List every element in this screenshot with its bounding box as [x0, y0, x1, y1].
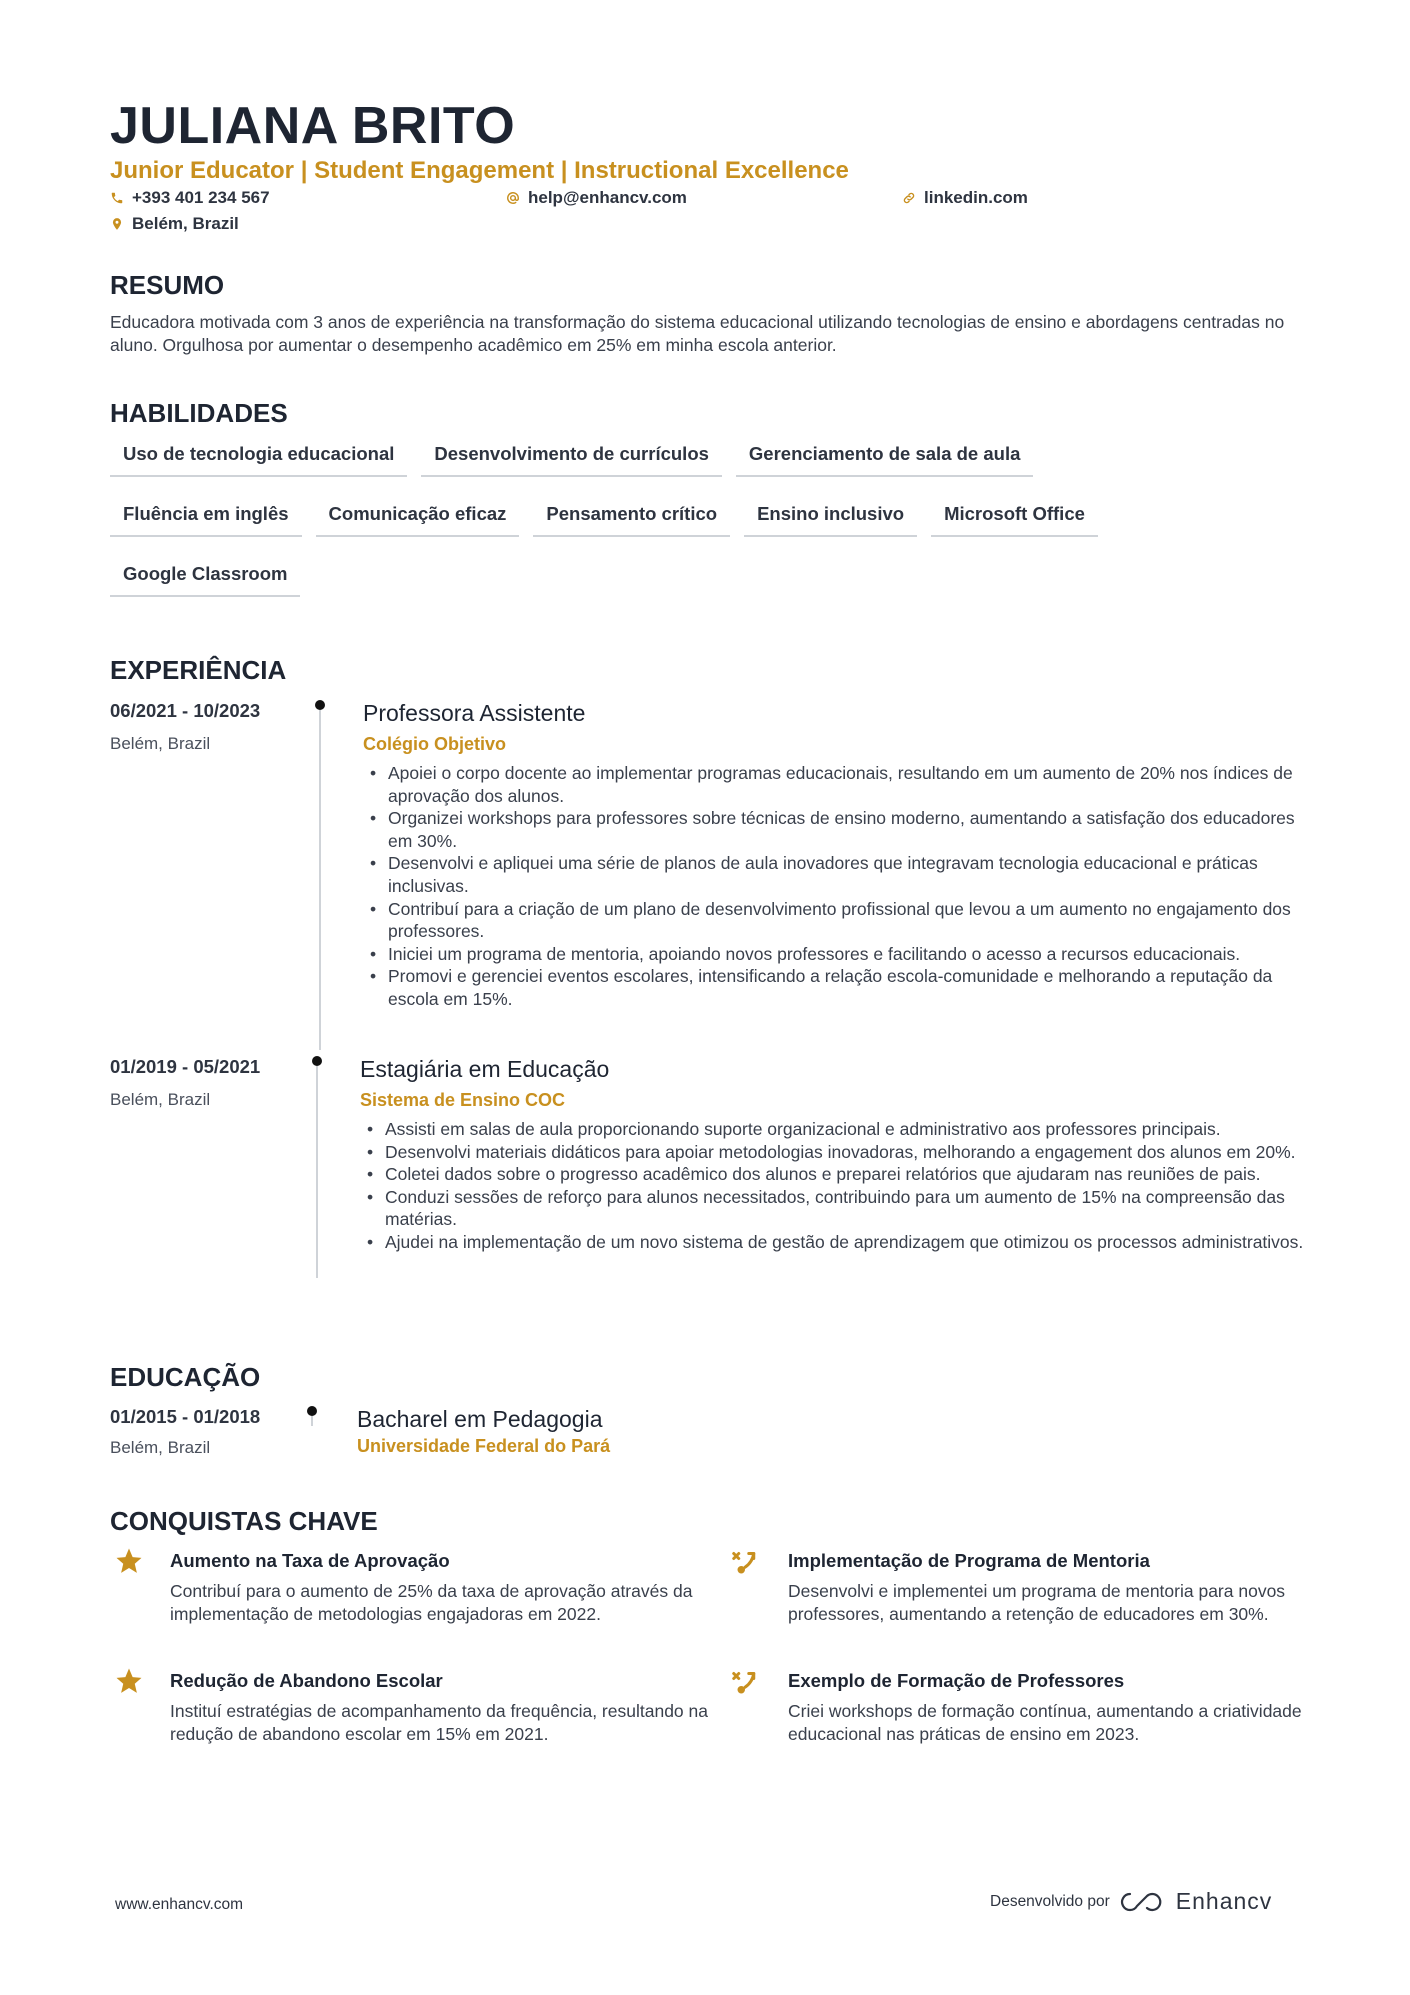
skills-row — [110, 563, 1210, 597]
footer-website[interactable]: www.enhancv.com — [115, 1896, 244, 1913]
timeline-dot — [307, 1406, 317, 1416]
job-dates: 06/2021 - 10/2023 — [110, 700, 261, 721]
skill-tag: Ensino inclusivo — [744, 503, 917, 537]
powered-by-label: Desenvolvido por — [990, 1892, 1110, 1910]
timeline-dot — [312, 1056, 322, 1066]
achievement-desc: Instituí estratégias de acompanhamento da frequência, resultando na redução de abandono escolar em 15% em 2021. — [170, 1701, 708, 1744]
brand-name[interactable]: Enhancv — [1175, 1888, 1273, 1914]
star-icon — [114, 1546, 144, 1576]
job-dates: 01/2019 - 05/2021 — [110, 1056, 261, 1077]
job-bullets — [363, 1118, 1318, 1254]
job-bullet: • Desenvolvi e apliquei uma série de planos de aula inovadores que integravam tecnologia educacional e práticas inclusivas. — [366, 852, 1316, 897]
phone-icon — [110, 191, 124, 205]
timeline-line — [311, 1416, 313, 1426]
timeline-line — [316, 1066, 318, 1278]
email-text[interactable]: help@enhancv.com — [528, 188, 687, 207]
job-bullet: • Coletei dados sobre o progresso acadêmico dos alunos e preparei relatórios que ajudaram nas reuniões de pais. — [363, 1163, 1318, 1186]
contact-phone — [110, 188, 270, 208]
contact-location — [110, 214, 239, 234]
job-location: Belém, Brazil — [110, 1090, 211, 1109]
candidate-name: JULIANA BRITO — [110, 97, 516, 155]
at-icon — [506, 191, 520, 205]
achievement-title: Aumento na Taxa de Aprovação — [170, 1550, 450, 1571]
skill-tag: Comunicação eficaz — [316, 503, 520, 537]
timeline-line — [319, 710, 321, 1050]
skill-tag: Fluência em inglês — [110, 503, 302, 537]
job-bullet: • Desenvolvi materiais didáticos para apoiar metodologias inovadoras, melhorando a engagement dos alunos em 20%. — [363, 1141, 1318, 1164]
skill-tag: Microsoft Office — [931, 503, 1098, 537]
job-bullet: • Promovi e gerenciei eventos escolares, intensificando a relação escola-comunidade e melhorando a reputação da escola em 15%. — [366, 965, 1316, 1010]
job-location: Belém, Brazil — [110, 734, 211, 753]
growth-icon — [730, 1666, 760, 1696]
summary-text: Educadora motivada com 3 anos de experiência na transformação do sistema educacional utilizando tecnologias de ensino e abordagens centradas no aluno. Orgulhosa por aumentar o desempenho acadêmico em 25% em minha escola anterior. — [110, 312, 1285, 355]
job-bullets — [366, 762, 1316, 1011]
job-bullet: • Organizei workshops para professores sobre técnicas de ensino moderno, aumentando a satisfação dos educadores em 30%. — [366, 807, 1316, 852]
phone-text[interactable]: +393 401 234 567 — [132, 188, 270, 207]
growth-icon — [730, 1546, 760, 1576]
achievements-heading: CONQUISTAS CHAVE — [110, 1506, 378, 1536]
linkedin-text[interactable]: linkedin.com — [924, 188, 1028, 207]
experience-heading: EXPERIÊNCIA — [110, 655, 287, 685]
enhancv-logo-icon — [1120, 1890, 1166, 1914]
job-bullet: • Iniciei um programa de mentoria, apoiando novos professores e facilitando o acesso a recursos educacionais. — [366, 943, 1316, 966]
education-location: Belém, Brazil — [110, 1438, 211, 1457]
job-bullet: • Contribuí para a criação de um plano de desenvolvimento profissional que levou a um aumento no engajamento dos professores. — [366, 898, 1316, 943]
summary-heading: RESUMO — [110, 270, 225, 300]
job-bullet: • Assisti em salas de aula proporcionando suporte organizacional e administrativo aos professores principais. — [363, 1118, 1318, 1141]
job-role: Professora Assistente — [363, 700, 586, 726]
education-heading: EDUCAÇÃO — [110, 1362, 261, 1392]
job-company: Colégio Objetivo — [363, 734, 507, 754]
education-dates: 01/2015 - 01/2018 — [110, 1406, 261, 1427]
location-text: Belém, Brazil — [132, 214, 239, 233]
job-bullet: • Ajudei na implementação de um novo sistema de gestão de aprendizagem que otimizou os processos administrativos. — [363, 1231, 1318, 1254]
job-bullet: • Conduzi sessões de reforço para alunos necessitados, contribuindo para um aumento de 15% na compreensão das matérias. — [363, 1186, 1318, 1231]
achievement-title: Implementação de Programa de Mentoria — [788, 1550, 1150, 1571]
education-degree: Bacharel em Pedagogia — [357, 1406, 603, 1432]
achievement-desc: Criei workshops de formação contínua, aumentando a criatividade educacional nas práticas de ensino em 2023. — [788, 1701, 1302, 1744]
contact-email — [506, 188, 687, 208]
job-bullet: • Apoiei o corpo docente ao implementar programas educacionais, resultando em um aumento de 20% nos índices de aprovação dos alunos. — [366, 762, 1316, 807]
achievement-title: Redução de Abandono Escolar — [170, 1670, 443, 1691]
location-pin-icon — [110, 217, 124, 231]
skill-tag: Uso de tecnologia educacional — [110, 443, 407, 477]
job-role: Estagiária em Educação — [360, 1056, 610, 1082]
achievement-title: Exemplo de Formação de Professores — [788, 1670, 1125, 1691]
skill-tag: Pensamento crítico — [533, 503, 730, 537]
timeline-dot — [315, 700, 325, 710]
skill-tag: Gerenciamento de sala de aula — [736, 443, 1033, 477]
skill-tag: Desenvolvimento de currículos — [421, 443, 722, 477]
candidate-title: Junior Educator | Student Engagement | Instructional Excellence — [110, 157, 849, 184]
link-icon — [902, 191, 916, 205]
skills-heading: HABILIDADES — [110, 398, 288, 428]
education-school: Universidade Federal do Pará — [357, 1436, 611, 1456]
footer-branding — [990, 1888, 1272, 1915]
skills-row — [110, 443, 1210, 477]
star-icon — [114, 1666, 144, 1696]
achievement-desc: Desenvolvi e implementei um programa de mentoria para novos professores, aumentando a retenção de educadores em 30%. — [788, 1581, 1286, 1624]
skill-tag: Google Classroom — [110, 563, 300, 597]
job-company: Sistema de Ensino COC — [360, 1090, 566, 1110]
achievement-desc: Contribuí para o aumento de 25% da taxa de aprovação através da implementação de metodologias engajadoras em 2022. — [170, 1581, 693, 1624]
skills-list — [110, 443, 1210, 623]
contact-linkedin — [902, 188, 1028, 208]
skills-row — [110, 503, 1210, 537]
